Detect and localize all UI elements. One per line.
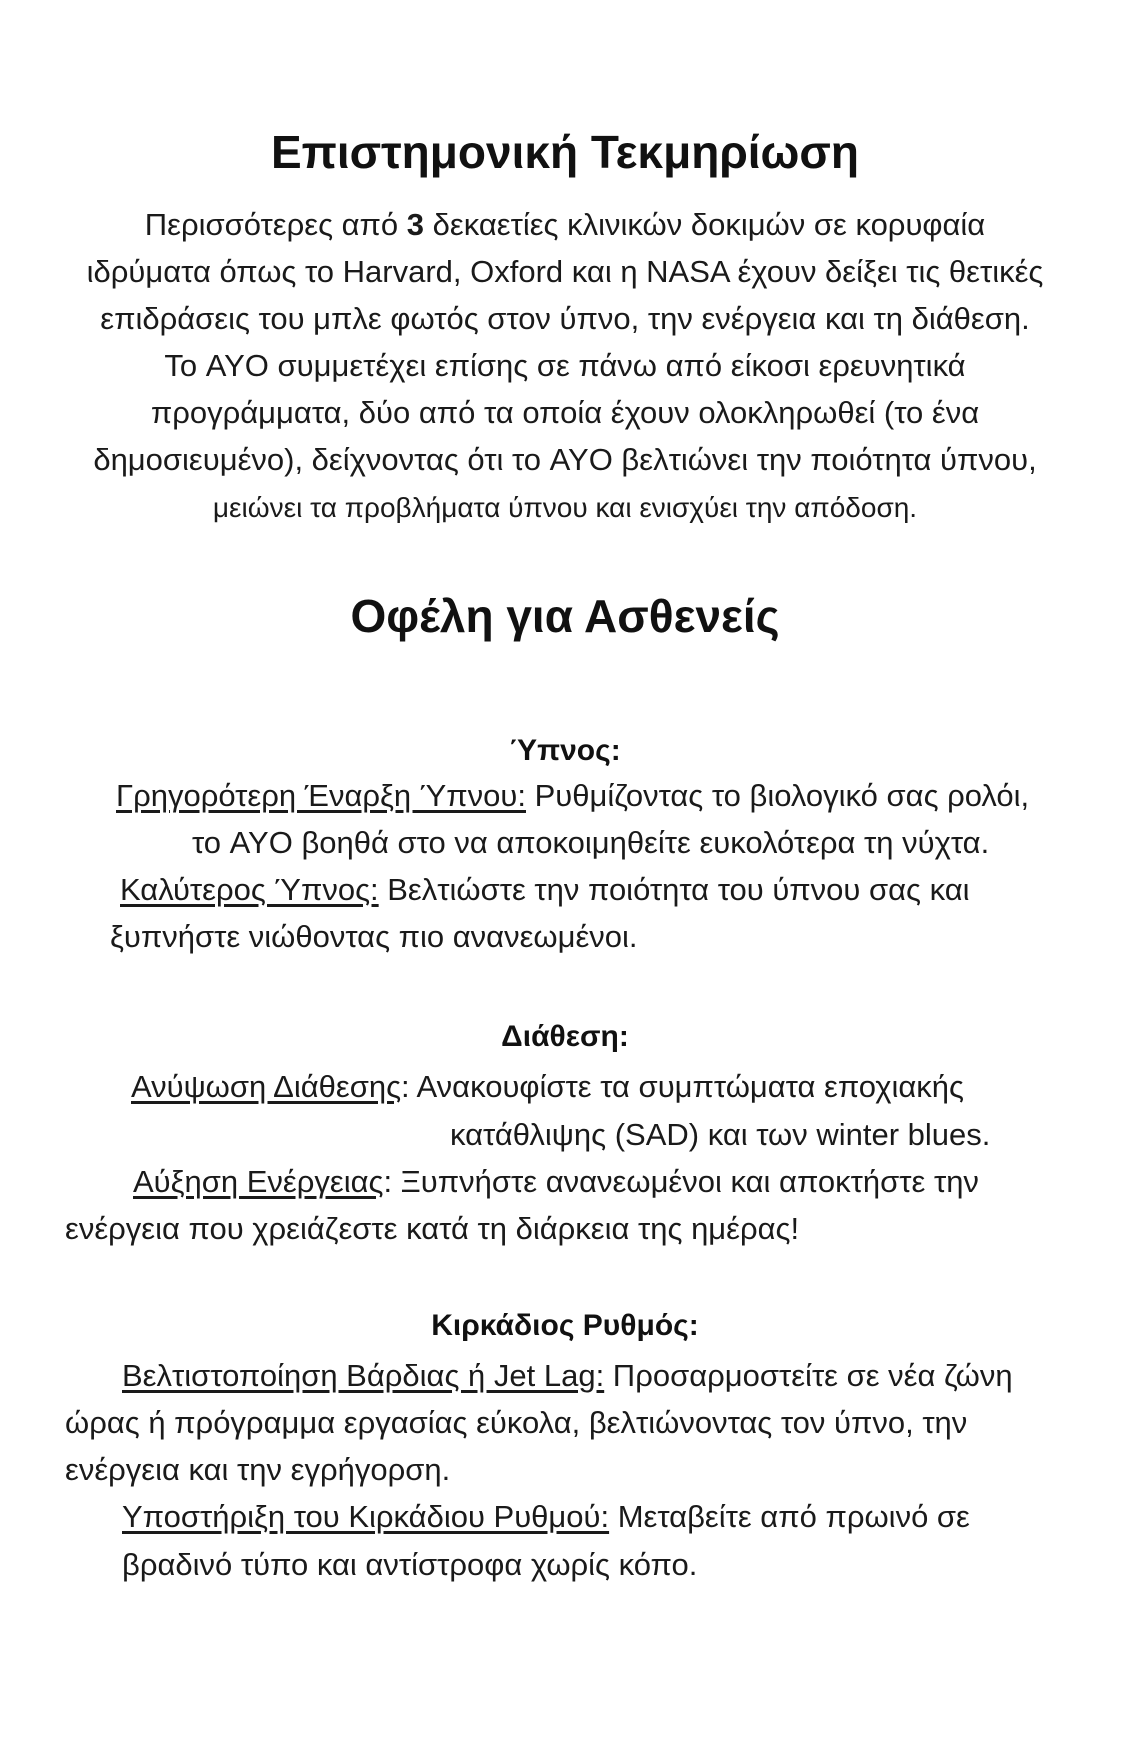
benefit-label: Υποστήριξη του Κιρκάδιου Ρυθμού: [122, 1499, 610, 1534]
text-span: δεκαετίες κλινικών δοκιμών σε κορυφαία [424, 207, 986, 242]
paragraph-line [0, 205, 1130, 245]
paragraph-line: επιδράσεις του μπλε φωτός στον ύπνο, την ενέργεια και τη διάθεση. [100, 301, 1030, 336]
section-title-patient-benefits: Οφέλη για Ασθενείς [350, 590, 780, 642]
paragraph-line: ιδρύματα όπως το Harvard, Oxford και η NASA έχουν δείξει τις θετικές [86, 254, 1044, 289]
benefit-label: Γρηγορότερη Έναρξη Ύπνου: [116, 778, 526, 813]
benefit-text: το AYO βοηθά στο να αποκοιμηθείτε ευκολότερα τη νύχτα. [192, 825, 990, 860]
benefit-text: : Ανακουφίστε τα συμπτώματα εποχιακής [401, 1069, 964, 1104]
benefit-text: Μεταβείτε από πρωινό σε [609, 1499, 970, 1534]
highlight-number: 3 [406, 207, 425, 242]
benefit-label: Βελτιστοποίηση Βάρδιας ή Jet Lag: [122, 1358, 605, 1393]
benefit-text: Ρυθμίζοντας το βιολογικό σας ρολόι, [526, 778, 1030, 813]
benefit-text: ενέργεια και την εγρήγορση. [65, 1452, 451, 1487]
text-span: Περισσότερες από [144, 207, 407, 242]
benefit-text: Προσαρμοστείτε σε νέα ζώνη [604, 1358, 1013, 1393]
benefit-text: : Ξυπνήστε ανανεωμένοι και αποκτήστε την [383, 1164, 979, 1199]
subheading-sleep: Ύπνος: [509, 734, 621, 767]
paragraph-line: μειώνει τα προβλήματα ύπνου και ενισχύει την απόδοση. [212, 492, 918, 523]
section-title-scientific-evidence: Επιστημονική Τεκμηρίωση [271, 126, 859, 178]
benefit-text: βραδινό τύπο και αντίστροφα χωρίς κόπο. [122, 1547, 698, 1582]
benefit-item [116, 776, 1029, 816]
benefit-item [133, 1162, 979, 1202]
benefit-label: Ανύψωση Διάθεσης [131, 1069, 402, 1104]
benefit-text: ενέργεια που χρειάζεστε κατά τη διάρκεια της ημέρας! [65, 1211, 800, 1246]
benefit-item [120, 870, 970, 910]
paragraph-line: Το AYO συμμετέχει επίσης σε πάνω από είκοσι ερευνητικά [164, 348, 966, 383]
benefit-label: Καλύτερος Ύπνος: [120, 872, 379, 907]
benefit-text: Βελτιώστε την ποιότητα του ύπνου σας και [378, 872, 970, 907]
benefit-text: κατάθλιψης (SAD) και των winter blues. [450, 1117, 991, 1152]
paragraph-line: δημοσιευμένο), δείχνοντας ότι το AYO βελτιώνει την ποιότητα ύπνου, [93, 442, 1037, 477]
benefit-item [131, 1067, 964, 1107]
subheading-mood: Διάθεση: [501, 1020, 629, 1053]
paragraph-line: προγράμματα, δύο από τα οποία έχουν ολοκληρωθεί (το ένα [150, 395, 980, 430]
benefit-item [122, 1497, 970, 1537]
benefit-text: ώρας ή πρόγραμμα εργασίας εύκολα, βελτιώνοντας τον ύπνο, την [65, 1405, 968, 1440]
benefit-label: Αύξηση Ενέργειας [133, 1164, 384, 1199]
benefit-item [122, 1356, 1013, 1396]
subheading-circadian-rhythm: Κιρκάδιος Ρυθμός: [431, 1309, 699, 1342]
benefit-text: ξυπνήστε νιώθοντας πιο ανανεωμένοι. [110, 919, 638, 954]
